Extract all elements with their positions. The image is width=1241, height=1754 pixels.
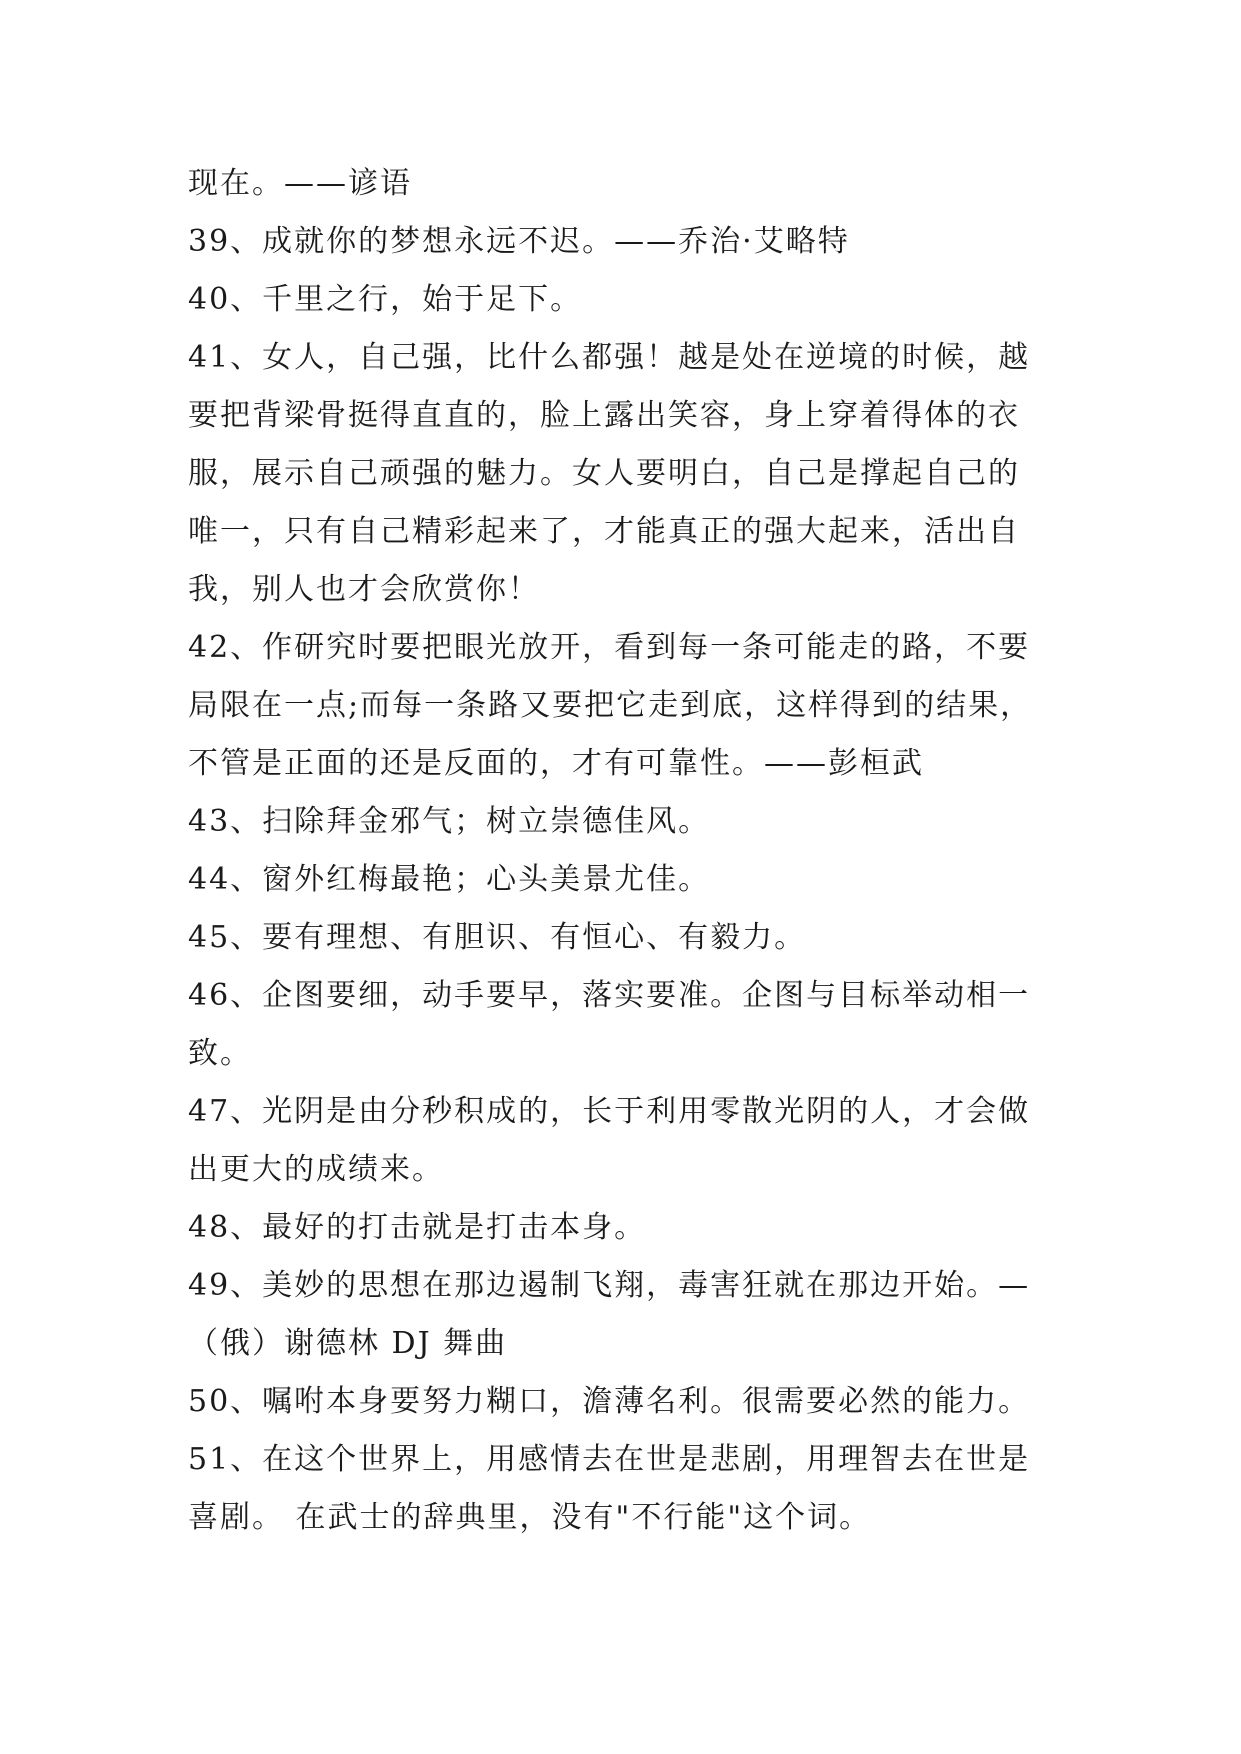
text-line: 42、作研究时要把眼光放开，看到每一条可能走的路，不要 bbox=[188, 630, 1031, 665]
text-line: 不管是正面的还是反面的，才有可靠性。——彭桓武 bbox=[188, 746, 924, 781]
text-line: 局限在一点;而每一条路又要把它走到底，这样得到的结果， bbox=[188, 688, 1033, 723]
text-line: 43、扫除拜金邪气；树立崇德佳风。 bbox=[188, 804, 711, 839]
text-line: 47、光阴是由分秒积成的，长于利用零散光阴的人，才会做 bbox=[188, 1094, 1031, 1129]
text-line: 39、成就你的梦想永远不迟。——乔治·艾略特 bbox=[188, 224, 850, 259]
text-line: 49、美妙的思想在那边遏制飞翔，毒害狂就在那边开始。— bbox=[188, 1268, 1031, 1303]
text-line: 出更大的成绩来。 bbox=[188, 1152, 444, 1187]
text-line: 41、女人，自己强，比什么都强！越是处在逆境的时候，越 bbox=[188, 340, 1031, 375]
text-line: 现在。——谚语 bbox=[188, 166, 412, 201]
text-line: 致。 bbox=[188, 1036, 252, 1071]
text-line: （俄）谢德林 DJ 舞曲 bbox=[188, 1326, 508, 1361]
text-line: 我，别人也才会欣赏你！ bbox=[188, 572, 540, 607]
text-line: 48、最好的打击就是打击本身。 bbox=[188, 1210, 647, 1245]
text-line: 45、要有理想、有胆识、有恒心、有毅力。 bbox=[188, 920, 807, 955]
text-line: 50、嘱咐本身要努力糊口，澹薄名利。很需要必然的能力。 bbox=[188, 1384, 1031, 1419]
text-line: 46、企图要细，动手要早，落实要准。企图与目标举动相一 bbox=[188, 978, 1031, 1013]
text-line: 喜剧。 在武士的辞典里，没有"不行能"这个词。 bbox=[188, 1500, 872, 1535]
text-line: 40、千里之行，始于足下。 bbox=[188, 282, 583, 317]
document-body bbox=[188, 155, 1088, 1547]
text-line: 要把背梁骨挺得直直的，脸上露出笑容，身上穿着得体的衣 bbox=[188, 398, 1020, 433]
text-line: 51、在这个世界上，用感情去在世是悲剧，用理智去在世是 bbox=[188, 1442, 1031, 1477]
text-line: 44、窗外红梅最艳；心头美景尤佳。 bbox=[188, 862, 711, 897]
text-line: 唯一，只有自己精彩起来了，才能真正的强大起来，活出自 bbox=[188, 514, 1020, 549]
text-line: 服，展示自己顽强的魅力。女人要明白，自己是撑起自己的 bbox=[188, 456, 1020, 491]
